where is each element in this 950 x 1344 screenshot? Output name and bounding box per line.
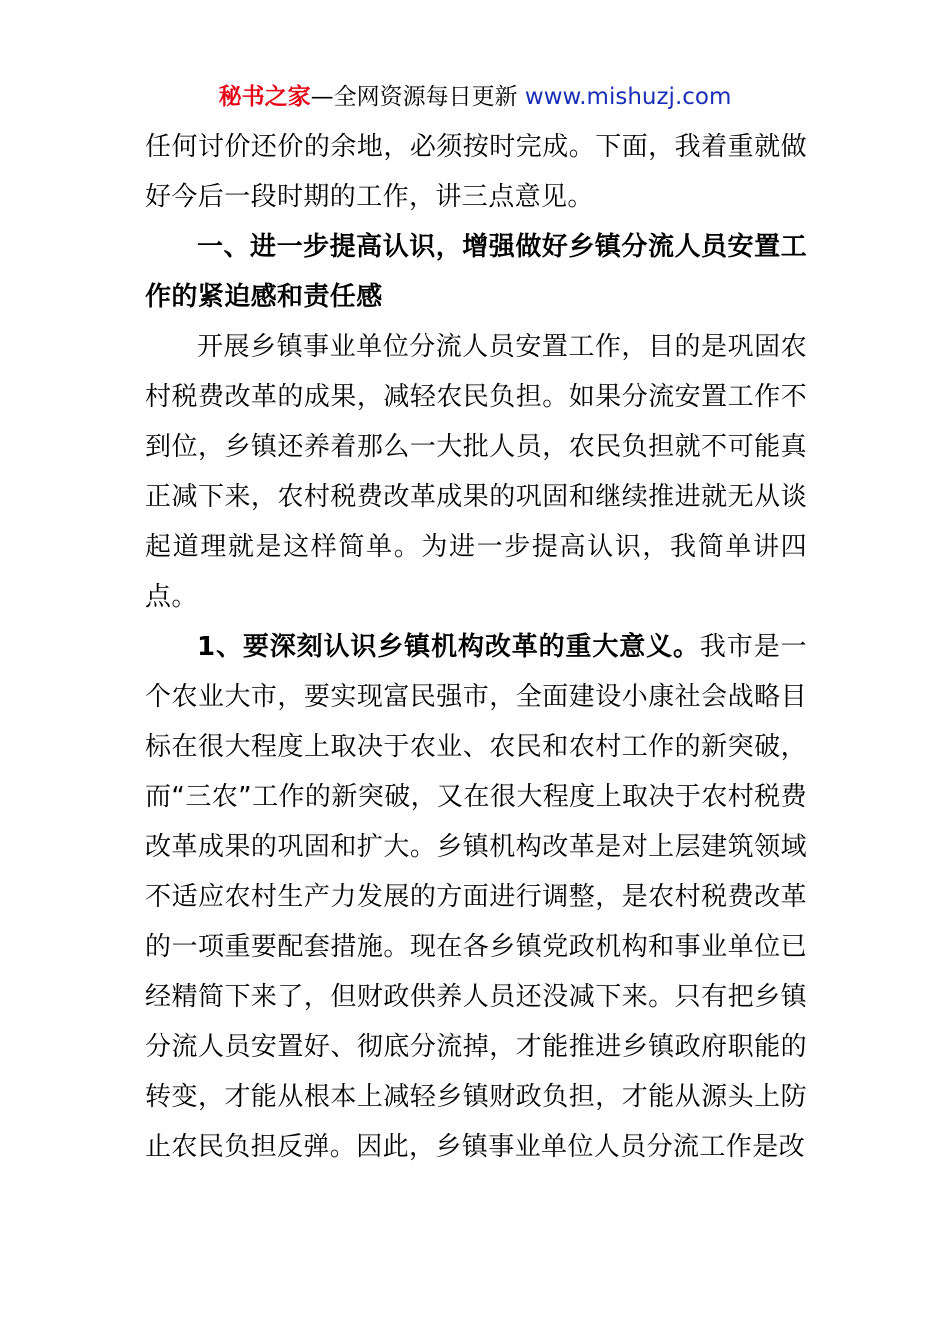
site-url-link[interactable]: www.mishuzj.com (524, 84, 732, 110)
document-body (145, 122, 807, 1172)
point-paragraph (145, 622, 807, 1172)
point-body: 我市是一个农业大市，要实现富民强市，全面建设小康社会战略目标在很大程度上取决于农业、农民和农村工作的新突破，而“三农”工作的新突破，又在很大程度上取决于农村税费改革成果的巩固和扩大。乡镇机构改革是对上层建筑领域不适应农村生产力发展的方面进行调整，是农村税费改革的一项重要配套措施。现在各乡镇党政机构和事业单位已经精简下来了，但财政供养人员还没减下来。只有把乡镇分流人员安置好、彻底分流掉，才能推进乡镇政府职能的转变，才能从根本上减轻乡镇财政负担，才能从源头上防止农民负担反弹。因此，乡镇事业单位人员分流工作是改 (145, 632, 807, 1162)
site-brand: 秘书之家 (218, 84, 311, 110)
site-tagline: —全网资源每日更新 (310, 84, 525, 110)
section-heading: 一、进一步提高认识，增强做好乡镇分流人员安置工作的紧迫感和责任感 (145, 232, 807, 312)
body-paragraph: 开展乡镇事业单位分流人员安置工作，目的是巩固农村税费改革的成果，减轻农民负担。如果分流安置工作不到位，乡镇还养着那么一大批人员，农民负担就不可能真正减下来，农村税费改革成果的巩固和继续推进就无从谈起道理就是这样简单。为进一步提高认识，我简单讲四点。 (145, 332, 807, 612)
point-heading: 1、要深刻认识乡镇机构改革的重大意义。 (197, 632, 700, 662)
continued-paragraph: 任何讨价还价的余地，必须按时完成。下面，我着重就做好今后一段时期的工作，讲三点意见。 (145, 132, 807, 212)
site-header (0, 82, 950, 112)
